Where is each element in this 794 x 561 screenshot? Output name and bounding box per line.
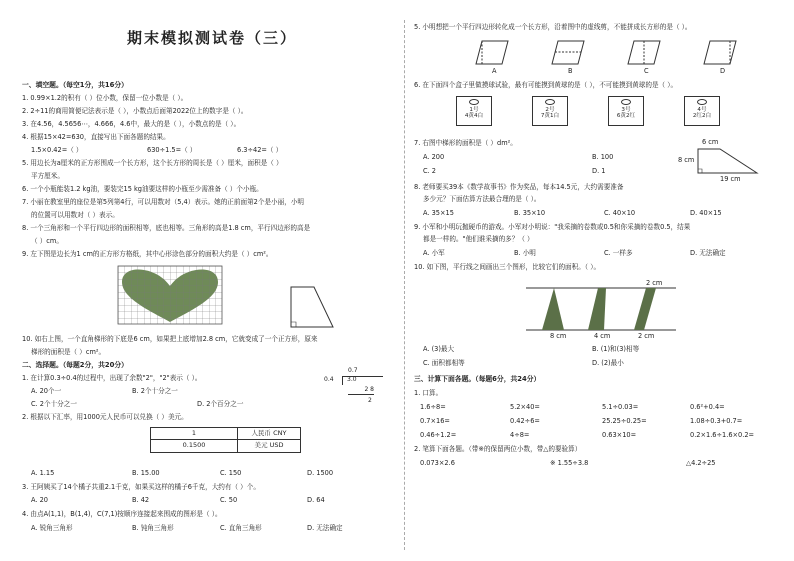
fill-q5-line1: 5. 用边长为a厘米的正方形围成一个长方形，这个长方形的周长是（ ）厘米，面积是（ ） — [22, 159, 283, 167]
trapezoid-top-label: 6 cm — [702, 138, 719, 146]
choice-q1-c: C. 2个十分之一 — [31, 400, 77, 408]
choice-q2-d: D. 1500 — [307, 469, 334, 477]
trapezoid-bottom-label: 19 cm — [720, 175, 741, 183]
parallelogram-label-a: A — [492, 67, 497, 75]
left-column — [22, 0, 402, 561]
box-number: 3号 — [621, 107, 631, 113]
rate-cell: 0.1500 — [151, 440, 238, 452]
choice-q2-a: A. 1.15 — [31, 469, 55, 477]
fill-q2: 2. 2÷11的商用简便记法表示是（ ），小数点后面第2022位上的数字是（ ）。 — [22, 107, 248, 115]
box-number: 2号 — [545, 107, 555, 113]
oral-calc-item: 1.08÷0.3+0.7= — [690, 417, 743, 425]
oral-calc-heading: 1. 口算。 — [414, 389, 443, 397]
fill-q10-line1: 10. 如右上图，一个直角梯形的下底是6 cm，如果把上底增加2.8 cm，它就变成了一个正方形，原来 — [22, 335, 318, 343]
division-dividend: 3.0 — [342, 376, 383, 385]
figure-base-label-2: 4 cm — [594, 332, 611, 340]
long-division-figure — [322, 368, 382, 418]
parallelogram-a — [476, 41, 508, 64]
fill-q5-line2: 平方厘米。 — [31, 172, 64, 180]
choice-q3-c: C. 50 — [220, 496, 238, 504]
fill-q4b: 630÷1.5=（ ） — [147, 146, 197, 154]
written-calc-1: 0.073×2.6 — [420, 459, 455, 467]
choice-q10-b: B. (1)和(3)相等 — [592, 345, 640, 353]
fill-q6: 6. 一个小瓶能装1.2 kg油，要装完15 kg油要这样的小瓶至少需准备（ ）个小瓶。 — [22, 185, 263, 193]
parallelogram-b — [552, 41, 584, 64]
box-hole-icon — [469, 99, 479, 105]
choice-q1-a: A. 20个一 — [31, 387, 62, 395]
choice-q2: 2. 根据以下汇率，用1000元人民币可以兑换（ ）美元。 — [22, 413, 188, 421]
choice-q4: 4. 由点A(1,1)，B(1,4)，C(7,1)按顺序连接起来围成的图形是（ ）。 — [22, 510, 222, 518]
oral-calc-item: 1.6÷8= — [420, 403, 446, 411]
rate-cell: 人民币 CNY — [238, 428, 301, 440]
right-trapezoid-figure — [290, 286, 334, 328]
oral-calc-item: 0.63×10= — [602, 431, 637, 439]
choice-q1-d: D. 2个百分之一 — [197, 400, 244, 408]
box-number: 1号 — [469, 107, 479, 113]
division-divisor: 0.4 — [324, 376, 334, 383]
written-calc-3: △4.2÷25 — [686, 459, 716, 467]
choice-q4-c: C. 直角三角形 — [220, 524, 262, 532]
choice-q7-c: C. 2 — [423, 167, 436, 175]
parallelogram-label-c: C — [644, 67, 649, 75]
trapezoid-figure — [698, 148, 758, 174]
parallelogram-label-b: B — [568, 67, 573, 75]
figure-base-label-3: 2 cm — [638, 332, 655, 340]
exchange-rate-table — [150, 427, 301, 453]
trapezoid-height-label: 8 cm — [678, 156, 695, 164]
fill-q8-line2: （ ）cm。 — [31, 237, 63, 245]
figure-top-length-label: 2 cm — [646, 279, 663, 287]
choice-q10-d: D. (2)最小 — [592, 359, 624, 367]
box-contents: 4黄4白 — [464, 113, 484, 120]
fill-q4: 4. 根据15×42=630，直接写出下面各题的结果。 — [22, 133, 170, 141]
box-hole-icon — [697, 99, 707, 105]
heart-grid-figure — [118, 266, 222, 324]
shape-2-trapezoid — [588, 288, 606, 330]
parallelogram-label-d: D — [720, 67, 726, 75]
fill-q4c: 6.3÷42=（ ） — [237, 146, 283, 154]
right-column — [414, 0, 780, 561]
choice-q4-d: D. 无法确定 — [307, 524, 343, 532]
choice-q8-b: B. 35×10 — [514, 209, 546, 217]
parallelogram-options-figure — [474, 40, 764, 66]
oral-calc-item: 0.6²+0.4= — [690, 403, 725, 411]
choice-q7-b: B. 100 — [592, 153, 614, 161]
box-number: 4号 — [697, 107, 707, 113]
fill-q4a: 1.5×0.42=（ ） — [31, 146, 83, 154]
box-contents: 2红2白 — [692, 113, 712, 120]
choice-q10-c: C. 面积都相等 — [423, 359, 465, 367]
ball-box-3 — [608, 96, 644, 126]
choice-q4-a: A. 锐角三角形 — [31, 524, 73, 532]
shape-1-triangle — [542, 288, 564, 330]
choice-q8-line2: 多少元？下面估算方法最合理的是（ ）。 — [423, 195, 541, 203]
shape-3-parallelogram — [634, 288, 656, 330]
oral-calc-item: 0.42÷6= — [510, 417, 540, 425]
choice-q3-d: D. 64 — [307, 496, 325, 504]
choice-q7-d: D. 1 — [592, 167, 606, 175]
division-subtrahend: 2 8 — [348, 387, 374, 395]
figure-base-label-1: 8 cm — [550, 332, 567, 340]
box-hole-icon — [621, 99, 631, 105]
choice-q1-b: B. 2个十分之一 — [132, 387, 178, 395]
choice-q1: 1. 在计算0.3÷0.4的过程中，出现了余数"2"，"2"表示（ ）。 — [22, 374, 202, 382]
column-divider — [404, 20, 405, 550]
oral-calc-item: 5.1÷0.03= — [602, 403, 639, 411]
rate-cell: 1 — [151, 428, 238, 440]
choice-q8-c: C. 40×10 — [604, 209, 636, 217]
choice-q9-a: A. 小军 — [423, 249, 445, 257]
parallelogram-c — [628, 41, 660, 64]
choice-q4-b: B. 钝角三角形 — [132, 524, 174, 532]
choice-q10-a: A. (3)最大 — [423, 345, 455, 353]
written-calc-heading: 2. 笔算下面各题。（带※的保留两位小数，带△的要验算） — [414, 445, 582, 453]
section-fill-blank-heading: 一、填空题。（每空1分，共16分） — [22, 81, 128, 89]
division-quotient: 0.7 — [348, 367, 358, 374]
choice-q7-a: A. 200 — [423, 153, 445, 161]
choice-q2-b: B. 15.00 — [132, 469, 160, 477]
written-calc-2: ※ 1.55÷3.8 — [550, 459, 589, 467]
division-remainder: 2 — [368, 397, 372, 404]
fill-q10-line2: 梯形的面积是（ ）cm²。 — [31, 348, 106, 356]
choice-q10: 10. 如下图，平行线之间画出三个图形，比较它们的面积。（ ）。 — [414, 263, 601, 271]
ball-box-1 — [456, 96, 492, 126]
fill-q7-line2: 的位置可以用数对（ ）表示。 — [31, 211, 119, 219]
ball-box-2 — [532, 96, 568, 126]
oral-calc-item: 4÷8= — [510, 431, 530, 439]
choice-q3: 3. 王阿姨买了14个橘子共重2.1千克，如果买这样的橘子6千克，大约有（ ）个。 — [22, 483, 260, 491]
rate-cell: 美元 USD — [238, 440, 301, 452]
choice-q3-a: A. 20 — [31, 496, 48, 504]
fill-q7-line1: 7. 小丽在教室里的座位是第5列第4行，可以用数对（5,4）表示。她的正前面第2个是小丽，小明 — [22, 198, 305, 206]
choice-q9-line2: 都是一样的。"他们谁采摘的多？（ ） — [423, 235, 534, 243]
oral-calc-item: 0.7×16= — [420, 417, 450, 425]
parallelogram-d — [704, 41, 736, 64]
choice-q9-line1: 9. 小军和小明玩抛硬币的游戏。小军对小明说："我采摘的卷数或0.5和你采摘的卷数0.5，结果 — [414, 223, 691, 231]
fill-q9: 9. 左下图是边长为1 cm的正方形方格纸，其中心形涂色部分的面积大约是（ ）cm²。 — [22, 250, 273, 258]
parallel-lines-figure — [526, 286, 676, 332]
choice-q8-d: D. 40×15 — [690, 209, 722, 217]
choice-q9-d: D. 无法确定 — [690, 249, 726, 257]
oral-calc-item: 0.46÷1.2= — [420, 431, 457, 439]
oral-calc-item: 25.25÷0.25= — [602, 417, 647, 425]
choice-q5: 5. 小明想把一个平行四边形转化成一个长方形，沿着图中的虚线剪，不能拼成长方形的是（ ）。 — [414, 23, 692, 31]
choice-q9-c: C. 一样多 — [604, 249, 633, 257]
fill-q1: 1. 0.99×1.2的积有（ ）位小数，保留一位小数是（ ）。 — [22, 94, 188, 102]
section-choice-heading: 二、选择题。（每题2分，共20分） — [22, 361, 128, 369]
choice-q3-b: B. 42 — [132, 496, 150, 504]
section-calc-heading: 三、计算下面各题。（每题6分，共24分） — [414, 375, 541, 383]
choice-q2-c: C. 150 — [220, 469, 242, 477]
choice-q6: 6. 在下面四个盒子里做摸球试验，最有可能摸到黄球的是（ ），不可能摸到黄球的是（ ）。 — [414, 81, 678, 89]
box-contents: 7黄1白 — [540, 113, 560, 120]
fill-q3: 3. 在4.56，4.5656⋯，4.666，4.6中，最大的是（ ），小数点的是（ ）。 — [22, 120, 241, 128]
choice-q7: 7. 右图中梯形的面积是（ ）dm²。 — [414, 139, 517, 147]
choice-q8-line1: 8. 老师要买39本《数学故事书》作为奖品，每本14.5元，大约需要准备 — [414, 183, 624, 191]
box-contents: 6黄2红 — [616, 113, 636, 120]
oral-calc-item: 0.2×1.6÷1.6×0.2= — [690, 431, 755, 439]
ball-box-4 — [684, 96, 720, 126]
choice-q8-a: A. 35×15 — [423, 209, 454, 217]
fill-q8-line1: 8. 一个三角形和一个平行四边形的面积相等，底也相等。三角形的高是1.8 cm，平行四边形的高是 — [22, 224, 311, 232]
oral-calc-item: 5.2×40= — [510, 403, 540, 411]
page-title: 期末模拟测试卷（三） — [126, 29, 297, 47]
box-hole-icon — [545, 99, 555, 105]
choice-q9-b: B. 小明 — [514, 249, 536, 257]
